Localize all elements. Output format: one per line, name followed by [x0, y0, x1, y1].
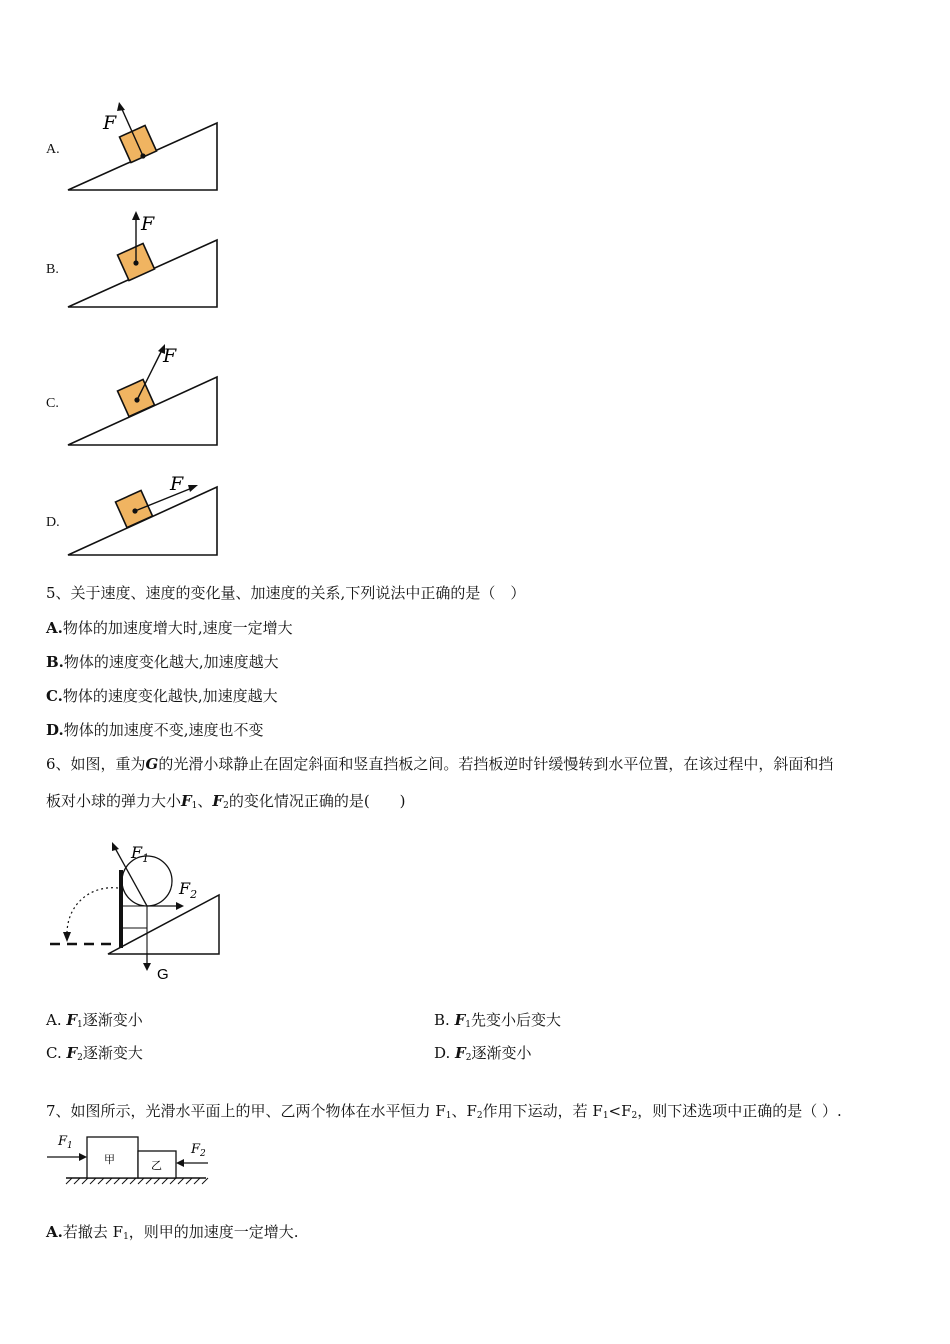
answer-option-b: B. $F_1$先变小后变大 — [434, 1011, 561, 1030]
force-label-f1: $F_1$ — [58, 1134, 73, 1151]
option-label: A. — [46, 142, 60, 157]
answer-option-b: B.物体的速度变化越大,加速度越大 — [46, 653, 279, 671]
force-label: F — [141, 213, 155, 235]
two-blocks-figure — [0, 0, 240, 1200]
question-stem: 5、关于速度、速度的变化量、加速度的关系,下列说法中正确的是（ ） — [46, 584, 526, 602]
answer-option-d: D.物体的加速度不变,速度也不变 — [46, 721, 264, 739]
answer-option-d: D. $F_2$逐渐变小 — [434, 1044, 532, 1063]
option-label: B. — [46, 262, 59, 277]
question-stem-line-1: 6、如图，重为G的光滑小球静止在固定斜面和竖直挡板之间。若挡板逆时针缓慢转到水平位置，在该过程中，斜面和挡 — [46, 755, 834, 773]
answer-option-c: C. $F_2$逐渐变大 — [46, 1044, 143, 1063]
question-stem-line-2: 板对小球的弹力大小$F_1$、$F_2$的变化情况正确的是( ) — [46, 792, 406, 811]
force-label: F — [163, 345, 177, 367]
block-b-label: 乙 — [151, 1159, 162, 1172]
answer-option-a: A.物体的加速度增大时,速度一定增大 — [46, 619, 293, 637]
force-label-f2: $F_2$ — [179, 879, 198, 901]
option-label: D. — [46, 515, 60, 530]
answer-option-a: A.若撤去 $F_1$，则甲的加速度一定增大. — [46, 1223, 299, 1242]
block-a-label: 甲 — [104, 1153, 115, 1166]
answer-option-a: A. $F_1$逐渐变小 — [46, 1011, 143, 1030]
answer-option-c: C.物体的速度变化越快,加速度越大 — [46, 687, 278, 705]
force-label: F — [103, 112, 117, 134]
question-stem: 7、如图所示，光滑水平面上的甲、乙两个物体在水平恒力 $F_1$、$F_2$作用下运动，若 $F_1<F_2$，则下述选项中正确的是（ ）. — [46, 1102, 842, 1121]
force-label: F — [170, 473, 184, 495]
force-label-f1: $F_1$ — [131, 843, 150, 865]
option-label: C. — [46, 396, 59, 411]
gravity-label: G — [157, 966, 169, 983]
force-label-f2: $F_2$ — [191, 1142, 206, 1159]
